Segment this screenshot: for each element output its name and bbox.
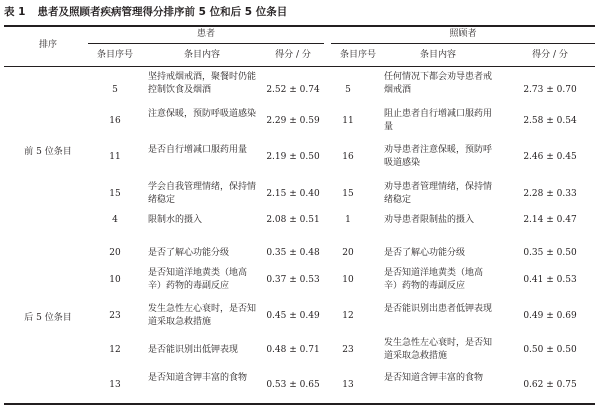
table-cell-c-no: 16: [342, 152, 354, 162]
header-caregiver-item-no: 条目序号: [339, 50, 376, 60]
table-cell-p-content: 是否知道洋地黄类（地高辛）药物的毒副反应: [148, 268, 248, 291]
table-cell-c-no: 10: [342, 275, 354, 285]
table-cell-c-no: 15: [342, 189, 354, 199]
table-cell-p-content: 注意保暖，预防呼吸道感染: [148, 109, 257, 119]
table-cell-c-score: 0.49 ± 0.69: [523, 311, 577, 321]
table-cell-c-content: 任何情况下都会劝导患者戒烟戒酒: [384, 72, 493, 95]
table-cell-p-no: 13: [109, 380, 121, 390]
group-label-bottom: 后 5 位条目: [24, 313, 72, 323]
header-rule: [4, 66, 595, 67]
table-cell-c-content: 发生急性左心衰时，是否知道采取急救措施: [384, 338, 493, 361]
table-cell-p-content: 是否知道含钾丰富的食物: [148, 373, 248, 383]
caregiver-group-rule: [331, 43, 595, 44]
table-cell-c-score: 0.35 ± 0.50: [523, 248, 577, 258]
table-cell-c-no: 12: [342, 311, 354, 321]
header-caregiver-item-content: 条目内容: [419, 50, 456, 60]
table-cell-p-content: 坚持戒烟戒酒，聚餐时仍能控制饮食及烟酒: [148, 72, 257, 95]
table-cell-c-no: 23: [342, 345, 354, 355]
table-cell-p-score: 0.37 ± 0.53: [266, 275, 320, 285]
table-cell-p-no: 23: [109, 311, 121, 321]
header-rank: 排序: [38, 40, 57, 50]
table-cell-p-no: 4: [112, 215, 118, 225]
table-cell-p-score: 0.48 ± 0.71: [266, 345, 320, 355]
table-cell-p-no: 15: [109, 189, 121, 199]
header-caregiver-score: 得分 / 分: [532, 50, 568, 60]
table-cell-c-no: 1: [345, 215, 351, 225]
table-cell-c-score: 2.14 ± 0.47: [523, 215, 577, 225]
table-cell-p-score: 2.15 ± 0.40: [266, 189, 320, 199]
table-cell-p-content: 发生急性左心衰时，是否知道采取急救措施: [148, 304, 257, 327]
table-cell-p-score: 2.19 ± 0.50: [266, 152, 320, 162]
table-cell-p-score: 0.53 ± 0.65: [266, 380, 320, 390]
caption-title: 患者及照顾者疾病管理得分排序前 5 位和后 5 位条目: [37, 6, 288, 18]
table-cell-c-no: 20: [342, 248, 354, 258]
table-cell-c-no: 11: [342, 116, 354, 126]
table-cell-c-score: 2.28 ± 0.33: [523, 189, 577, 199]
table-cell-p-score: 0.45 ± 0.49: [266, 311, 320, 321]
table-cell-p-content: 是否自行增减口服药用量: [148, 145, 248, 155]
table-cell-c-score: 0.50 ± 0.50: [523, 345, 577, 355]
patient-group-rule: [88, 43, 324, 44]
table-cell-c-score: 2.58 ± 0.54: [523, 116, 577, 126]
table-cell-p-content: 是否能识别出低钾表现: [148, 345, 239, 355]
table-cell-p-no: 20: [109, 248, 121, 258]
caption-number: 表 1: [4, 6, 26, 18]
table-cell-p-score: 2.29 ± 0.59: [266, 116, 320, 126]
header-patient-item-no: 条目序号: [96, 50, 133, 60]
group-label-top: 前 5 位条目: [24, 147, 72, 157]
table-cell-c-content: 劝导患者注意保暖，预防呼吸道感染: [384, 145, 493, 168]
table-cell-c-content: 是否知道含钾丰富的食物: [384, 373, 484, 383]
table-cell-c-content: 是否能识别出患者低钾表现: [384, 304, 493, 314]
header-patient-score: 得分 / 分: [275, 50, 311, 60]
table-cell-p-no: 11: [109, 152, 121, 162]
table-cell-c-content: 阻止患者自行增减口服药用量: [384, 109, 493, 132]
table-cell-c-content: 是否知道洋地黄类（地高辛）药物的毒副反应: [384, 268, 484, 291]
table-cell-p-score: 2.52 ± 0.74: [266, 85, 320, 95]
table-cell-c-score: 0.62 ± 0.75: [523, 380, 577, 390]
table-caption: [4, 4, 287, 19]
header-caregiver-group: 照顾者: [449, 29, 477, 39]
table-cell-p-no: 12: [109, 345, 121, 355]
table-cell-p-no: 5: [112, 85, 118, 95]
header-patient-item-content: 条目内容: [183, 50, 220, 60]
table-cell-p-no: 16: [109, 116, 121, 126]
header-patient-group: 患者: [196, 29, 215, 39]
table-cell-c-no: 13: [342, 380, 354, 390]
table-cell-c-content: 劝导患者限制盐的摄入: [384, 215, 475, 225]
top-rule: [4, 25, 595, 27]
table-cell-p-content: 学会自我管理情绪，保持情绪稳定: [148, 182, 257, 205]
table-cell-p-score: 2.08 ± 0.51: [266, 215, 320, 225]
table-cell-c-no: 5: [345, 85, 351, 95]
table-cell-c-score: 0.41 ± 0.53: [523, 275, 577, 285]
bottom-rule: [4, 403, 595, 405]
table-cell-p-no: 10: [109, 275, 121, 285]
table-cell-c-score: 2.46 ± 0.45: [523, 152, 577, 162]
table-cell-c-score: 2.73 ± 0.70: [523, 85, 577, 95]
table-cell-c-content: 是否了解心功能分级: [384, 248, 466, 258]
table-cell-p-content: 限制水的摄入: [148, 215, 203, 225]
table-cell-c-content: 劝导患者管理情绪，保持情绪稳定: [384, 182, 493, 205]
table-cell-p-content: 是否了解心功能分级: [148, 248, 230, 258]
table-cell-p-score: 0.35 ± 0.48: [266, 248, 320, 258]
